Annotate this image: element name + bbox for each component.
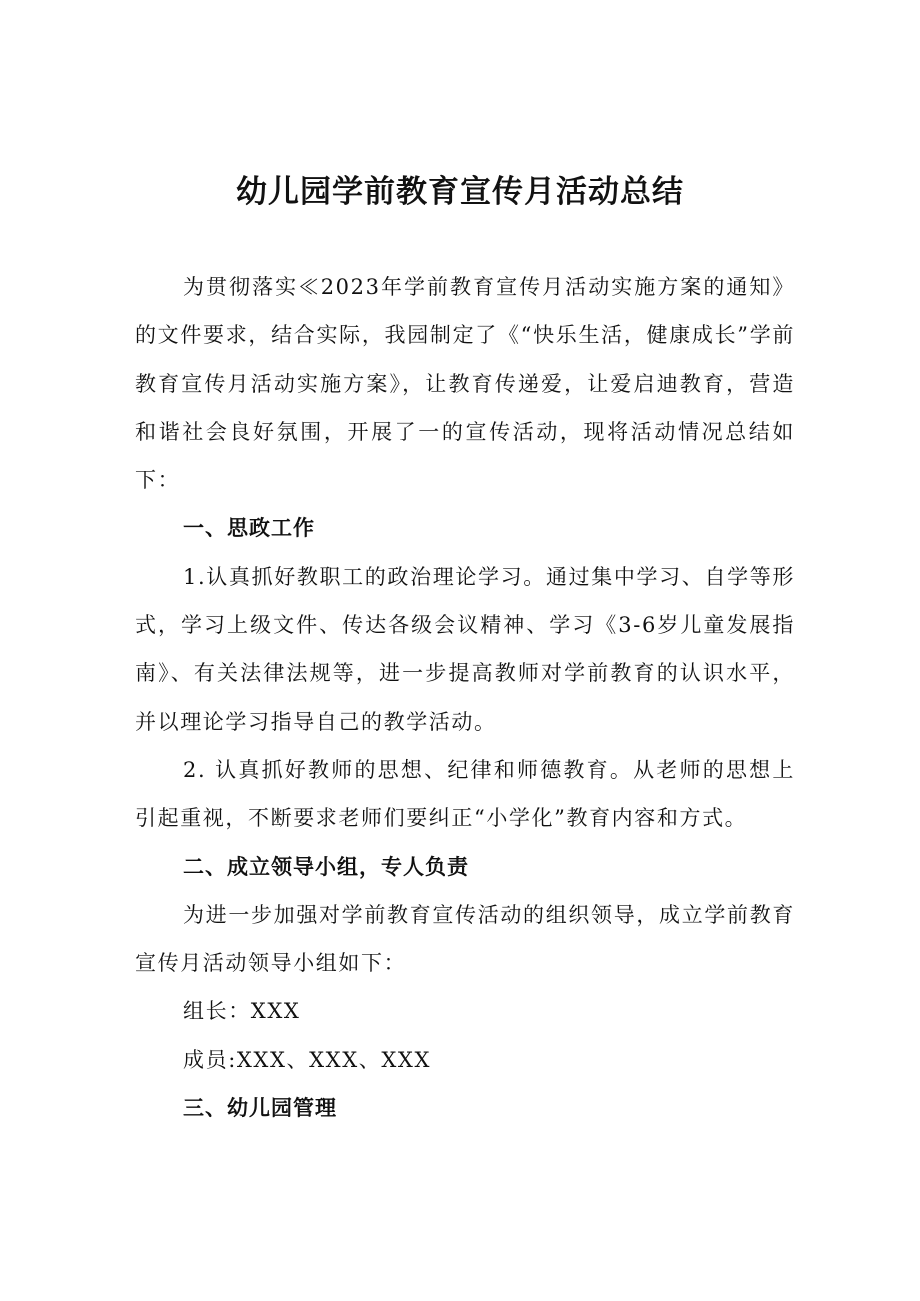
section-1-heading: 一、思政工作 [183,516,315,541]
group-leader: 组长：XXX [183,999,301,1024]
section-1-item-1: 1.认真抓好教职工的政治理论学习。通过集中学习、自学等形式，学习上级文件、传达各级会议精神、学习《3-6岁儿童发展指南》、有关法律法规等，进一步提高教师对学前教育的认识水平，并以理论学习指导自己的教学活动。 [135,564,795,734]
section-3-heading: 三、幼儿园管理 [183,1096,337,1121]
section-1-item-2: 2. 认真抓好教师的思想、纪律和师德教育。从老师的思想上引起重视，不断要求老师们要纠正“小学化”教育内容和方式。 [135,757,795,831]
document-title: 幼儿园学前教育宣传月活动总结 [236,174,684,210]
document-body [135,263,795,1132]
group-members: 成员:XXX、XXX、XXX [183,1047,432,1072]
section-2-paragraph: 为进一步加强对学前教育宣传活动的组织领导，成立学前教育宣传月活动领导小组如下： [135,902,795,976]
section-2-heading: 二、成立领导小组，专人负责 [183,854,469,879]
intro-paragraph: 为贯彻落实≪2023年学前教育宣传月活动实施方案的通知》的文件要求，结合实际，我园制定了《“快乐生活，健康成长”学前教育宣传月活动实施方案》，让教育传递爱，让爱启迪教育，营造和谐社会良好氛围，开展了一的宣传活动，现将活动情况总结如下： [135,275,795,493]
